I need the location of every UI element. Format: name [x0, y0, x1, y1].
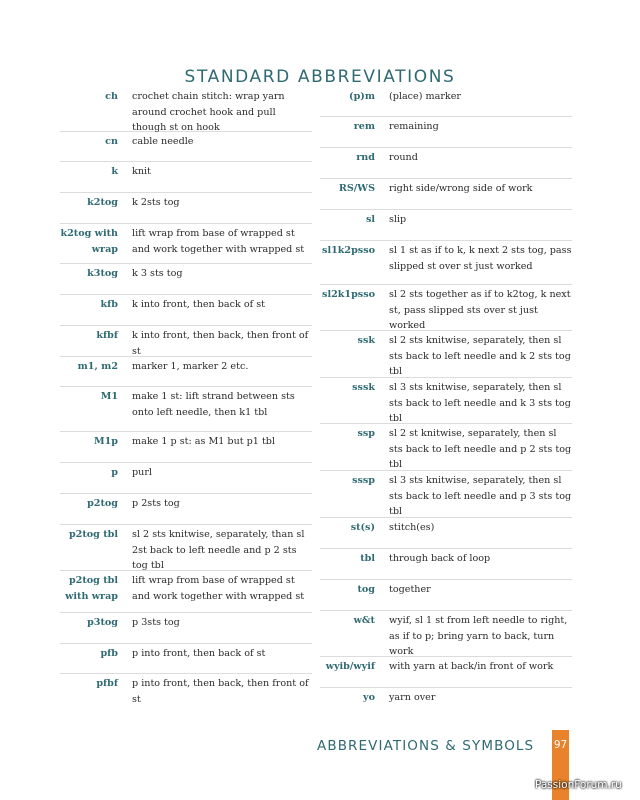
abbreviation: p2tog tbl with wrap [65, 575, 118, 602]
list-item [60, 644, 312, 674]
list-item [60, 224, 312, 264]
list-item [320, 471, 572, 518]
definition: p into front, then back, then front of st [132, 678, 309, 705]
list-item [320, 688, 572, 714]
abbreviation: p2tog tbl [68, 529, 118, 540]
list-item [320, 148, 572, 179]
section-footer: ABBREVIATIONS & SYMBOLS [317, 738, 535, 754]
abbreviation: M1 [100, 391, 118, 402]
abbreviation: sl [365, 214, 375, 225]
list-item [320, 518, 572, 549]
abbreviation: ch [105, 91, 118, 102]
abbreviation: st(s) [350, 522, 375, 533]
page-number: 97 [553, 739, 568, 751]
watermark: PassionForum.ru [535, 779, 622, 791]
list-item [60, 674, 312, 705]
definition: yarn over [389, 692, 436, 703]
definition: knit [132, 166, 151, 177]
list-item [60, 494, 312, 525]
list-item [320, 179, 572, 210]
abbreviation: pfb [100, 648, 118, 659]
list-item [320, 241, 572, 285]
list-item [320, 117, 572, 148]
list-item [60, 193, 312, 224]
definition: purl [132, 467, 152, 478]
definition: cable needle [132, 136, 194, 147]
abbreviation: rem [353, 121, 375, 132]
abbreviation: sssp [352, 475, 375, 486]
list-item [320, 580, 572, 611]
definition: sl 2 sts together as if to k2tog, k next st, pass slipped sts over st just worked [389, 289, 571, 331]
definition: slip [389, 214, 407, 225]
abbreviation: k [111, 166, 118, 177]
abbreviation: ssk [357, 335, 375, 346]
definition: k into front, then back, then front of st [132, 330, 309, 357]
list-item [60, 613, 312, 644]
abbreviation: RS/WS [338, 183, 375, 194]
abbreviation: k2tog with wrap [60, 228, 118, 255]
definition: sl 3 sts knitwise, separately, then sl sts back to left needle and k 3 sts tog tbl [389, 382, 571, 424]
abbreviation: cn [105, 136, 118, 147]
definition: through back of loop [389, 553, 491, 564]
definition: sl 2 st knitwise, separately, then sl sts back to left needle and p 2 sts tog tbl [389, 428, 572, 470]
abbreviation: wyib/wyif [325, 661, 375, 672]
list-item [320, 331, 572, 378]
abbreviation: k3tog [87, 268, 118, 279]
abbreviation: (p)m [349, 91, 375, 102]
list-item [60, 387, 312, 432]
page-title: STANDARD ABBREVIATIONS [184, 67, 456, 87]
abbreviation: sl2k1psso [322, 289, 375, 300]
definition: (place) marker [389, 91, 461, 102]
list-item [320, 378, 572, 424]
list-item [320, 611, 572, 657]
abbreviation: ssp [357, 428, 375, 439]
definition: sl 1 st as if to k, k next 2 sts tog, pass slipped st over st just worked [389, 245, 572, 272]
abbreviation: rnd [356, 152, 375, 163]
definition: k 3 sts tog [132, 268, 183, 279]
definition: p into front, then back of st [132, 648, 266, 659]
definition: stitch(es) [389, 522, 435, 533]
abbreviation: p2tog [87, 498, 118, 509]
abbreviation: kfb [100, 299, 118, 310]
definition: k 2sts tog [132, 197, 180, 208]
list-item [320, 285, 572, 331]
definition: remaining [389, 121, 439, 132]
definition: marker 1, marker 2 etc. [132, 361, 249, 372]
definition: make 1 st: lift strand between sts onto left needle, then k1 tbl [132, 391, 295, 418]
list-item [60, 326, 312, 357]
abbreviation: sl1k2psso [322, 245, 375, 256]
list-item [60, 295, 312, 326]
definition: sl 2 sts knitwise, separately, than sl 2st back to left needle and p 2 sts tog tbl [132, 529, 305, 571]
definition: lift wrap from base of wrapped st and work together with wrapped st [132, 575, 305, 602]
abbreviation: p3tog [87, 617, 118, 628]
abbreviation: k2tog [87, 197, 118, 208]
list-item [320, 210, 572, 241]
definition: lift wrap from base of wrapped st and work together with wrapped st [132, 228, 305, 255]
list-item [320, 549, 572, 580]
definition: p 3sts tog [132, 617, 180, 628]
list-item [60, 264, 312, 295]
list-item [60, 525, 312, 571]
definition: make 1 p st: as M1 but p1 tbl [132, 436, 276, 447]
abbreviation: tbl [360, 553, 375, 564]
abbreviation: pfbf [96, 678, 118, 689]
definition: right side/wrong side of work [389, 183, 533, 194]
definition: sl 2 sts knitwise, separately, then sl sts back to left needle and k 2 sts tog tbl [389, 335, 571, 377]
right-abbreviation-list [320, 87, 572, 714]
list-item [60, 357, 312, 387]
definition: sl 3 sts knitwise, separately, then sl sts back to left needle and p 3 sts tog tbl [389, 475, 572, 517]
list-item [60, 432, 312, 463]
abbreviation: tog [357, 584, 375, 595]
definition: p 2sts tog [132, 498, 180, 509]
definition: wyif, sl 1 st from left needle to right, as if to p; bring yarn to back, turn work [389, 615, 568, 657]
abbreviation: w&t [353, 615, 375, 626]
definition: round [389, 152, 418, 163]
abbreviation: kfbf [96, 330, 118, 341]
definition: k into front, then back of st [132, 299, 266, 310]
list-item [60, 162, 312, 193]
list-item [60, 463, 312, 494]
list-item [60, 132, 312, 162]
definition: crochet chain stitch: wrap yarn around crochet hook and pull though st on hook [132, 91, 285, 133]
abbreviation: m1, m2 [77, 361, 118, 372]
abbreviation: yo [363, 692, 375, 703]
list-item [320, 87, 572, 117]
list-item [320, 424, 572, 471]
abbreviation: M1p [93, 436, 118, 447]
definition: with yarn at back/in front of work [389, 661, 554, 672]
list-item [320, 657, 572, 688]
definition: together [389, 584, 431, 595]
left-abbreviation-list [60, 87, 312, 705]
abbreviation: p [111, 467, 118, 478]
abbreviation: sssk [352, 382, 375, 393]
list-item [60, 87, 312, 132]
list-item [60, 571, 312, 613]
